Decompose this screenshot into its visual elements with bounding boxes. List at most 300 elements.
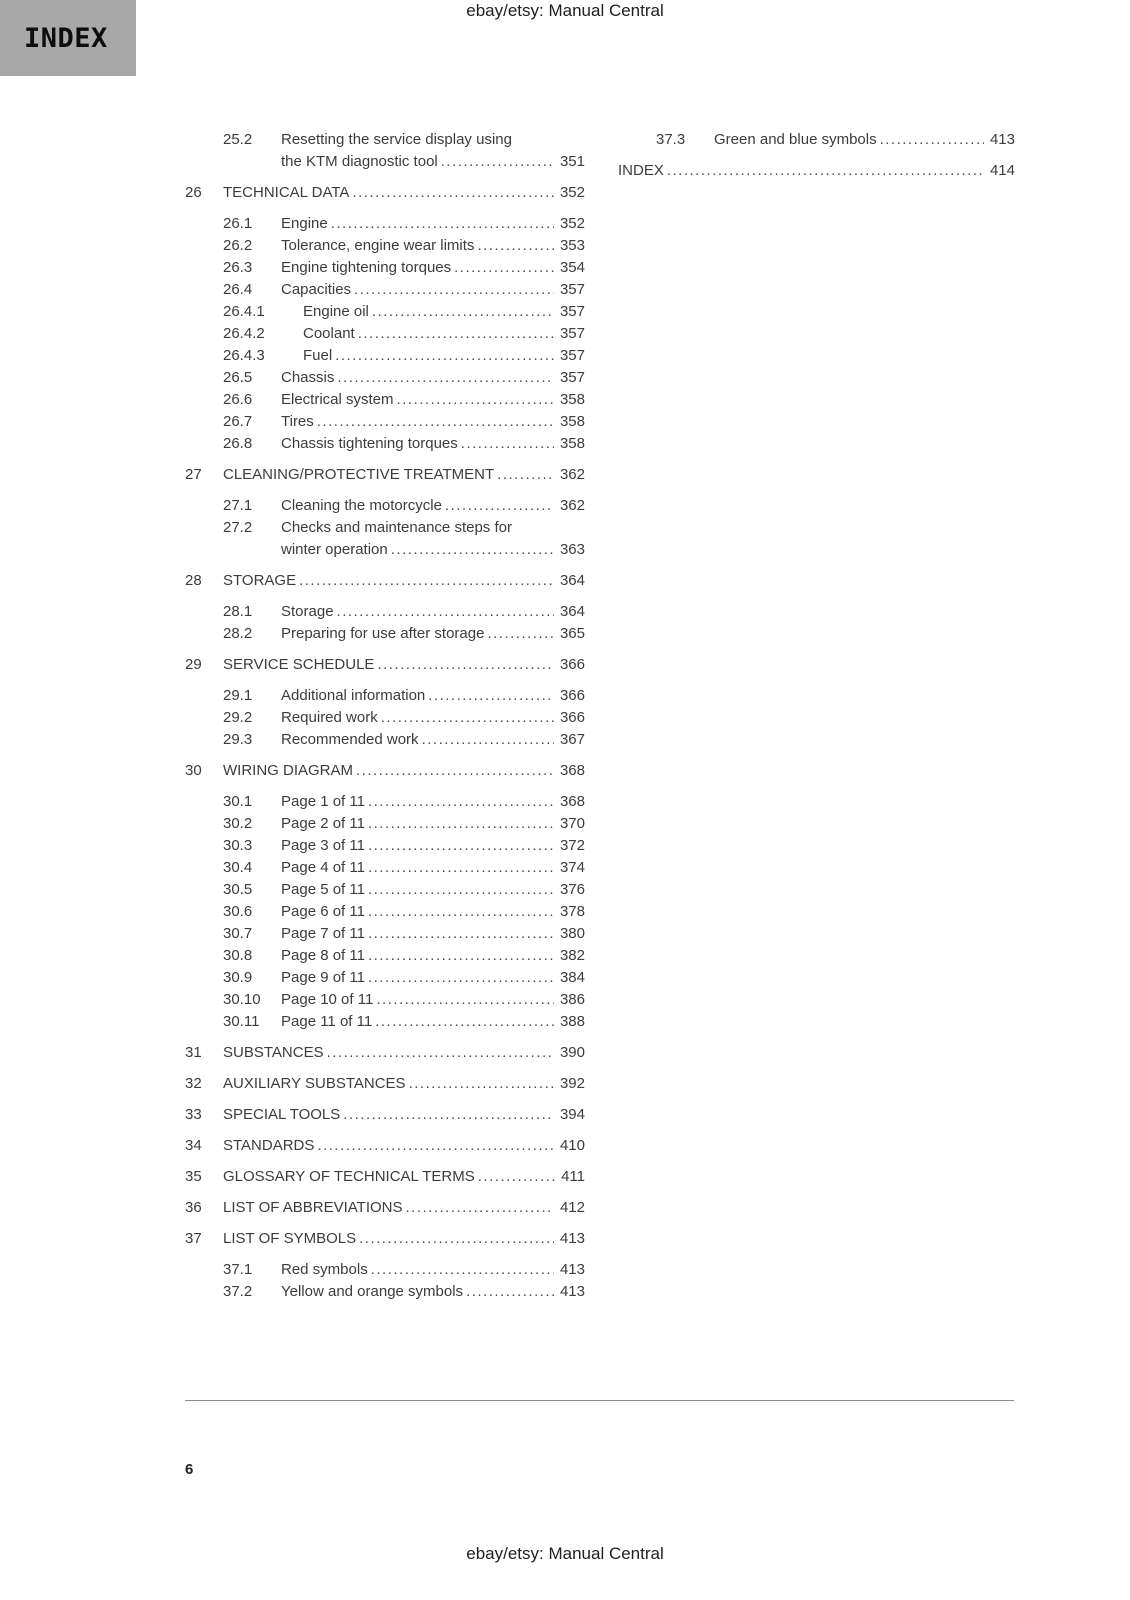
toc-entry (185, 685, 585, 707)
toc-leader-dots (368, 813, 554, 835)
toc-leader-dots (371, 1259, 554, 1281)
toc-entry-content (223, 182, 585, 204)
footer-divider (185, 1400, 1014, 1401)
toc-entry-line (281, 967, 585, 989)
toc-entry-page: 374 (559, 859, 585, 876)
toc-entry-content (281, 433, 585, 455)
toc-entry-number: 37.2 (223, 1283, 253, 1300)
toc-entry-page: 358 (559, 391, 585, 408)
toc-entry-number: 30.2 (223, 815, 253, 832)
toc-leader-dots (376, 989, 554, 1011)
toc-entry (185, 213, 585, 235)
toc-leader-dots (409, 1073, 554, 1095)
toc-entry-content (281, 1011, 585, 1033)
toc-entry-number: 26.7 (223, 413, 253, 430)
toc-entry-content (281, 235, 585, 257)
toc-entry-page: 364 (559, 603, 585, 620)
toc-entry-number: 29.1 (223, 687, 253, 704)
toc-entry-content (281, 967, 585, 989)
toc-entry-page: 358 (559, 435, 585, 452)
toc-entry (185, 1228, 585, 1250)
toc-entry-line (281, 857, 585, 879)
toc-entry-page: 386 (559, 991, 585, 1008)
toc-entry-number: 37.1 (223, 1261, 253, 1278)
toc-leader-dots (335, 345, 554, 367)
toc-entry-number: 33 (185, 1106, 202, 1123)
toc-entry-number: 26.2 (223, 237, 253, 254)
toc-entry-page: 394 (559, 1106, 585, 1123)
toc-entry (185, 707, 585, 729)
toc-entry-line (281, 433, 585, 455)
toc-leader-dots (377, 654, 554, 676)
toc-entry-page: 372 (559, 837, 585, 854)
toc-entry-content (281, 989, 585, 1011)
toc-entry (618, 160, 1015, 182)
toc-entry-content (281, 879, 585, 901)
toc-leader-dots (317, 1135, 554, 1157)
toc-entry-title: WIRING DIAGRAM (223, 762, 353, 779)
toc-leader-dots (368, 967, 554, 989)
toc-entry-line (281, 923, 585, 945)
toc-entry-number: 26.5 (223, 369, 253, 386)
toc-entry-number: 28.2 (223, 625, 253, 642)
toc-entry-content (223, 1197, 585, 1219)
toc-entry (185, 411, 585, 433)
toc-entry-line (281, 257, 585, 279)
toc-entry-page: 366 (559, 656, 585, 673)
toc-entry-title: Recommended work (281, 731, 419, 748)
toc-entry-number: 26.4.1 (223, 303, 265, 320)
toc-entry-title: Checks and maintenance steps for (281, 519, 512, 536)
toc-leader-dots (478, 1166, 555, 1188)
toc-entry-line (303, 345, 585, 367)
toc-entry-line (281, 367, 585, 389)
toc-leader-dots (368, 901, 554, 923)
toc-leader-dots (497, 464, 554, 486)
toc-entry-content (281, 411, 585, 433)
toc-entry-content (281, 389, 585, 411)
toc-entry (185, 1104, 585, 1126)
toc-entry-title: Resetting the service display using (281, 131, 512, 148)
toc-column-left (185, 129, 585, 1303)
toc-leader-dots (441, 151, 554, 173)
toc-leader-dots (466, 1281, 554, 1303)
toc-leader-dots (372, 301, 554, 323)
toc-entry-number: 26.6 (223, 391, 253, 408)
toc-leader-dots (422, 729, 554, 751)
toc-entry (185, 791, 585, 813)
toc-entry-page: 351 (559, 153, 585, 170)
toc-entry (185, 1281, 585, 1303)
toc-entry-line (223, 464, 585, 486)
toc-entry-line (223, 1197, 585, 1219)
toc-entry (185, 813, 585, 835)
toc-entry-number: 34 (185, 1137, 202, 1154)
toc-entry-number: 36 (185, 1199, 202, 1216)
toc-entry-number: 26.1 (223, 215, 253, 232)
toc-entry-number: 30.8 (223, 947, 253, 964)
toc-entry-title: Fuel (303, 347, 333, 364)
toc-entry-page: 366 (559, 687, 585, 704)
page-footer (0, 1544, 1130, 1564)
toc-entry (185, 879, 585, 901)
toc-entry-page: 413 (989, 131, 1015, 148)
toc-entry (185, 760, 585, 782)
toc-entry-content (281, 707, 585, 729)
toc-entry-content (303, 323, 585, 345)
toc-entry-title: Chassis (281, 369, 335, 386)
toc-entry-content (281, 279, 585, 301)
toc-entry-page: 365 (559, 625, 585, 642)
toc-entry-line (281, 791, 585, 813)
toc-leader-dots (368, 857, 554, 879)
toc-entry-line (281, 389, 585, 411)
toc-entry-title: Storage (281, 603, 334, 620)
toc-entry-content (223, 1166, 585, 1188)
toc-entry-line (281, 1281, 585, 1303)
toc-entry-content (281, 601, 585, 623)
toc-entry-content (223, 760, 585, 782)
toc-entry-page: 411 (561, 1168, 585, 1185)
toc-entry-line (223, 1104, 585, 1126)
toc-entry (185, 654, 585, 676)
toc-entry-line (281, 517, 585, 539)
toc-leader-dots (358, 323, 554, 345)
toc-entry-line (223, 654, 585, 676)
toc-entry-line (303, 301, 585, 323)
toc-entry-page: 392 (559, 1075, 585, 1092)
toc-entry (185, 279, 585, 301)
page-number: 6 (185, 1461, 194, 1478)
toc-entry-page: 357 (559, 281, 585, 298)
toc-entry-title: Page 3 of 11 (281, 837, 365, 854)
toc-entry-title: Electrical system (281, 391, 394, 408)
toc-entry-content (281, 857, 585, 879)
toc-entry (185, 517, 585, 561)
toc-entry-title: Additional information (281, 687, 426, 704)
toc-entry-page: 362 (559, 466, 585, 483)
toc-entry (185, 989, 585, 1011)
toc-entry-line (281, 213, 585, 235)
toc-entry-content (281, 901, 585, 923)
toc-entry-content (223, 1228, 585, 1250)
toc-entry (185, 235, 585, 257)
toc-entry-content (223, 1135, 585, 1157)
toc-leader-dots (477, 235, 554, 257)
toc-entry (185, 1073, 585, 1095)
toc-entry-title: STORAGE (223, 572, 297, 589)
toc-entry-line (281, 813, 585, 835)
toc-entry-title: Chassis tightening torques (281, 435, 458, 452)
toc-entry-line (303, 323, 585, 345)
toc-entry-page: 414 (989, 162, 1015, 179)
toc-leader-dots (381, 707, 554, 729)
toc-entry-content (281, 213, 585, 235)
toc-entry (185, 129, 585, 173)
toc-entry-number: 30.4 (223, 859, 253, 876)
toc-entry (185, 1135, 585, 1157)
toc-entry-line (223, 1228, 585, 1250)
toc-entry-page: 357 (559, 303, 585, 320)
toc-entry-content (281, 257, 585, 279)
toc-entry-page: 410 (559, 1137, 585, 1154)
toc-leader-dots (352, 182, 554, 204)
toc-entry-line (223, 182, 585, 204)
toc-entry-title: SERVICE SCHEDULE (223, 656, 375, 673)
toc-entry (185, 345, 585, 367)
toc-entry (185, 570, 585, 592)
toc-entry (185, 323, 585, 345)
toc-entry-number: 28.1 (223, 603, 253, 620)
toc-entry-title: Page 11 of 11 (281, 1013, 373, 1030)
toc-entry-page: 376 (559, 881, 585, 898)
toc-entry-page: 362 (559, 497, 585, 514)
toc-entry-title: Page 5 of 11 (281, 881, 365, 898)
toc-entry-page: 412 (559, 1199, 585, 1216)
toc-leader-dots (368, 835, 554, 857)
toc-entry-number: 29.2 (223, 709, 253, 726)
toc-entry-content (223, 1042, 585, 1064)
toc-entry-line (281, 835, 585, 857)
toc-entry-title: AUXILIARY SUBSTANCES (223, 1075, 406, 1092)
toc-entry-title: Tolerance, engine wear limits (281, 237, 475, 254)
toc-entry-content (223, 1073, 585, 1095)
toc-entry-page: 358 (559, 413, 585, 430)
toc-entry-number: 29.3 (223, 731, 253, 748)
toc-leader-dots (880, 129, 984, 151)
toc-entry-page: 368 (559, 793, 585, 810)
toc-entry (185, 367, 585, 389)
toc-entry-title: Red symbols (281, 1261, 368, 1278)
toc-entry-content (303, 301, 585, 323)
toc-entry-line (281, 1259, 585, 1281)
toc-entry-content (281, 1281, 585, 1303)
toc-entry-line (281, 879, 585, 901)
toc-entry-content (281, 835, 585, 857)
toc-leader-dots (299, 570, 554, 592)
toc-entry-content (223, 464, 585, 486)
toc-entry (185, 901, 585, 923)
toc-entry-number: 30.9 (223, 969, 253, 986)
toc-entry (185, 967, 585, 989)
toc-leader-dots (331, 213, 554, 235)
toc-entry (185, 601, 585, 623)
toc-entry-title: Page 10 of 11 (281, 991, 374, 1008)
toc-entry-title: Capacities (281, 281, 352, 298)
toc-entry (185, 1166, 585, 1188)
toc-entry-line (281, 901, 585, 923)
toc-entry-content (714, 129, 1015, 151)
toc-leader-dots (368, 945, 554, 967)
toc-entry-number: 32 (185, 1075, 202, 1092)
toc-entry-line (281, 129, 585, 151)
toc-entry-title: the KTM diagnostic tool (281, 153, 438, 170)
toc-entry-title: Page 1 of 11 (281, 793, 365, 810)
toc-entry-number: 26.4.3 (223, 347, 265, 364)
toc-entry-title: winter operation (281, 541, 388, 558)
toc-entry-title: LIST OF SYMBOLS (223, 1230, 357, 1247)
toc-entry (185, 835, 585, 857)
toc-entry-number: 31 (185, 1044, 202, 1061)
toc-entry-line (281, 601, 585, 623)
toc-entry-content (281, 367, 585, 389)
toc-entry-page: 370 (559, 815, 585, 832)
toc-entry-number: 30.7 (223, 925, 253, 942)
toc-leader-dots (317, 411, 554, 433)
toc-entry (185, 389, 585, 411)
toc-entry-title: INDEX (618, 162, 664, 179)
toc-entry-number: 26 (185, 184, 202, 201)
toc-entry-page: 413 (559, 1261, 585, 1278)
toc-entry (185, 1042, 585, 1064)
toc-entry-line (281, 729, 585, 751)
toc-entry-content (223, 1104, 585, 1126)
toc-entry-number: 27.1 (223, 497, 253, 514)
toc-entry (185, 1011, 585, 1033)
toc-entry-number: 37 (185, 1230, 202, 1247)
toc-entry (185, 433, 585, 455)
toc-leader-dots (356, 760, 554, 782)
toc-entry-title: Cleaning the motorcycle (281, 497, 442, 514)
toc-entry (185, 301, 585, 323)
toc-entry-page: 357 (559, 325, 585, 342)
toc-leader-dots (397, 389, 554, 411)
toc-entry-line (281, 623, 585, 645)
toc-entry-title: SUBSTANCES (223, 1044, 324, 1061)
toc-entry-number: 26.8 (223, 435, 253, 452)
toc-entry-line (714, 129, 1015, 151)
toc-entry-number: 30.11 (223, 1013, 260, 1030)
toc-entry-content (281, 495, 585, 517)
toc-leader-dots (327, 1042, 554, 1064)
toc-leader-dots (337, 367, 554, 389)
toc-entry-title: Page 9 of 11 (281, 969, 365, 986)
toc-entry-page: 366 (559, 709, 585, 726)
toc-entry-title: Engine oil (303, 303, 369, 320)
toc-entry-title: SPECIAL TOOLS (223, 1106, 341, 1123)
toc-leader-dots (428, 685, 554, 707)
header-title: ebay/etsy: Manual Central (466, 1, 664, 20)
table-of-contents (185, 129, 1015, 1303)
toc-entry-number: 25.2 (223, 131, 253, 148)
toc-entry (185, 257, 585, 279)
toc-entry (185, 1259, 585, 1281)
toc-entry-title: CLEANING/PROTECTIVE TREATMENT (223, 466, 495, 483)
toc-entry-number: 30 (185, 762, 202, 779)
toc-entry-number: 30.3 (223, 837, 253, 854)
toc-entry-number: 27.2 (223, 519, 253, 536)
toc-entry-content (281, 813, 585, 835)
toc-entry-line (281, 279, 585, 301)
toc-entry-line (281, 411, 585, 433)
toc-entry-line (281, 151, 585, 173)
toc-leader-dots (391, 539, 554, 561)
toc-leader-dots (343, 1104, 554, 1126)
toc-entry (185, 495, 585, 517)
toc-column-right (618, 129, 1015, 1303)
toc-entry-line (281, 707, 585, 729)
toc-entry-page: 354 (559, 259, 585, 276)
toc-entry-page: 357 (559, 369, 585, 386)
toc-entry-line (223, 1073, 585, 1095)
toc-entry-title: Page 6 of 11 (281, 903, 365, 920)
toc-leader-dots (461, 433, 554, 455)
toc-entry-content (281, 923, 585, 945)
toc-entry-content (281, 517, 585, 561)
toc-entry-line (281, 685, 585, 707)
index-tab (0, 0, 136, 76)
toc-entry-number: 30.10 (223, 991, 261, 1008)
toc-entry (185, 857, 585, 879)
toc-leader-dots (487, 623, 554, 645)
toc-entry (185, 923, 585, 945)
toc-entry-page: 353 (559, 237, 585, 254)
toc-leader-dots (359, 1228, 554, 1250)
toc-entry-title: Required work (281, 709, 378, 726)
toc-leader-dots (445, 495, 554, 517)
toc-entry-title: Engine tightening torques (281, 259, 452, 276)
toc-leader-dots (454, 257, 554, 279)
toc-leader-dots (406, 1197, 554, 1219)
toc-entry-content (281, 623, 585, 645)
page-header (0, 1, 1130, 21)
toc-entry (618, 129, 1015, 151)
toc-entry-content (281, 129, 585, 173)
toc-leader-dots (368, 879, 554, 901)
toc-leader-dots (375, 1011, 554, 1033)
toc-entry-page: 382 (559, 947, 585, 964)
toc-entry-page: 413 (559, 1230, 585, 1247)
toc-entry-line (223, 1166, 585, 1188)
toc-entry-line (223, 1135, 585, 1157)
toc-entry-line (618, 160, 1015, 182)
toc-entry-line (223, 570, 585, 592)
toc-entry-title: GLOSSARY OF TECHNICAL TERMS (223, 1168, 475, 1185)
toc-entry-number: 30.5 (223, 881, 253, 898)
toc-entry-page: 368 (559, 762, 585, 779)
toc-entry-title: Engine (281, 215, 328, 232)
toc-entry-title: TECHNICAL DATA (223, 184, 350, 201)
toc-entry-page: 352 (559, 184, 585, 201)
toc-entry-number: 29 (185, 656, 202, 673)
toc-entry-number: 28 (185, 572, 202, 589)
toc-entry-line (281, 235, 585, 257)
footer-title: ebay/etsy: Manual Central (466, 1544, 664, 1563)
index-tab-label: INDEX (24, 22, 108, 54)
toc-entry-title: STANDARDS (223, 1137, 315, 1154)
toc-entry-line (281, 495, 585, 517)
toc-entry-content (281, 729, 585, 751)
toc-entry-number: 35 (185, 1168, 202, 1185)
toc-leader-dots (337, 601, 554, 623)
toc-entry-page: 363 (559, 541, 585, 558)
toc-leader-dots (368, 791, 554, 813)
toc-entry-page: 384 (559, 969, 585, 986)
toc-leader-dots (354, 279, 554, 301)
toc-entry-line (281, 539, 585, 561)
toc-entry-number: 30.6 (223, 903, 253, 920)
toc-entry-number: 26.4.2 (223, 325, 265, 342)
toc-entry-content (618, 160, 1015, 182)
toc-leader-dots (667, 160, 984, 182)
toc-entry-page: 388 (559, 1013, 585, 1030)
toc-entry-line (281, 1011, 585, 1033)
toc-leader-dots (368, 923, 554, 945)
toc-entry-title: Green and blue symbols (714, 131, 877, 148)
toc-entry-title: Page 2 of 11 (281, 815, 365, 832)
toc-entry (185, 623, 585, 645)
toc-entry-content (303, 345, 585, 367)
